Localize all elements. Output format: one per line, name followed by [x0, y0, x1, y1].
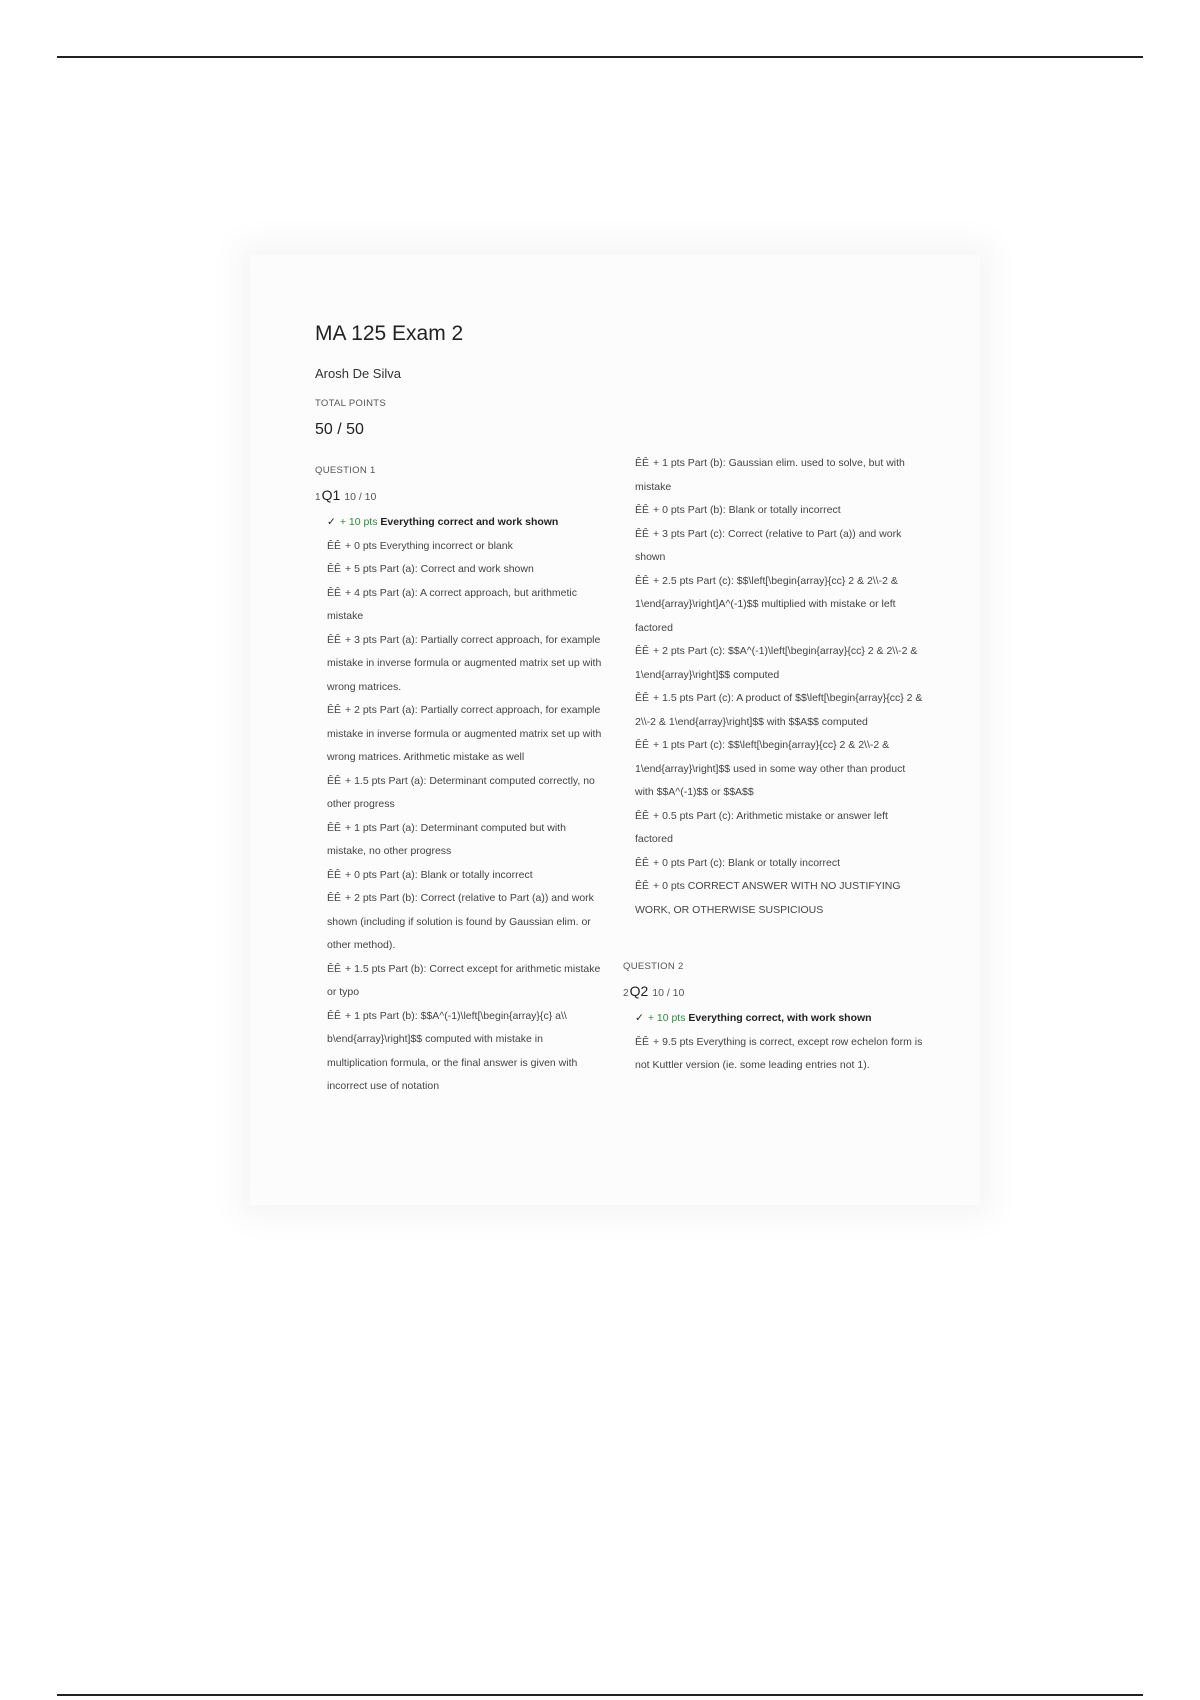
- rubric-description: Everything correct and work shown: [380, 516, 559, 528]
- rubric-mark: ÊÊ: [635, 504, 650, 516]
- rubric-points: + 1 pts: [653, 457, 685, 469]
- rubric-item-selected: [635, 1007, 923, 1031]
- rubric-description: Everything correct, with work shown: [688, 1012, 872, 1024]
- rubric-list: [635, 452, 923, 922]
- rubric-description: Everything is correct, except row echelon form is not Kuttler version (ie. some leading entries not 1).: [635, 1035, 923, 1071]
- rubric-description: Part (b): Gaussian elim. used to solve, but with mistake: [635, 457, 905, 493]
- question-score: 10 / 10: [344, 491, 377, 503]
- rubric-mark: ÊÊ: [635, 856, 650, 869]
- question-label: QUESTION 1: [315, 465, 376, 476]
- rubric-points: + 0 pts: [345, 868, 377, 881]
- rubric-description: Part (a): Partially correct approach, for example mistake in inverse formula or augmented matrix set up with wrong matrices.: [327, 633, 602, 693]
- total-points-value: 50 / 50: [315, 421, 364, 438]
- rubric-points: + 1.5 pts: [345, 962, 386, 975]
- rubric-mark: ÊÊ: [635, 880, 650, 892]
- rubric-mark: ÊÊ: [327, 821, 342, 834]
- rubric-mark: ÊÊ: [635, 645, 650, 657]
- rubric-mark: ÊÊ: [635, 692, 650, 704]
- bottom-rule: [57, 1694, 1143, 1696]
- rubric-item: [635, 687, 923, 734]
- rubric-description: Part (a): Determinant computed but with mistake, no other progress: [327, 821, 566, 857]
- rubric-list: [327, 511, 605, 1099]
- rubric-points: + 1 pts: [345, 821, 377, 834]
- rubric-item: [327, 770, 605, 817]
- rubric-mark: ÊÊ: [327, 586, 342, 599]
- checkmark-icon: ✓: [635, 1012, 644, 1024]
- rubric-description: Part (c): $$\left[\begin{array}{cc} 2 & 2\\-2 & 1\end{array}\right]$$ used in some way other than product with $$A^(-1)$$ or $$A$$: [635, 739, 906, 798]
- exam-title: MA 125 Exam 2: [315, 322, 464, 345]
- rubric-description: Part (c): $$A^(-1)\left[\begin{array}{cc} 2 & 2\\-2 & 1\end{array}\right]$$ computed: [635, 645, 918, 681]
- rubric-points: + 1.5 pts: [653, 692, 694, 704]
- rubric-item: [327, 558, 605, 582]
- question-1-block: [315, 462, 605, 1099]
- rubric-points: + 2.5 pts: [653, 574, 694, 587]
- rubric-item: [635, 499, 923, 523]
- rubric-points: + 5 pts: [345, 563, 377, 575]
- checkmark-icon: ✓: [327, 516, 336, 528]
- question-number: 1: [315, 492, 321, 503]
- rubric-points: + 1 pts: [653, 739, 685, 751]
- rubric-description: Part (c): $$\left[\begin{array}{cc} 2 & 2\\-2 & 1\end{array}\right]A^(-1)$$ multiplied with mistake or left factored: [635, 574, 898, 634]
- rubric-list: [635, 1007, 923, 1078]
- rubric-mark: ÊÊ: [635, 809, 650, 822]
- rubric-item: [635, 570, 923, 641]
- rubric-item: [327, 582, 605, 629]
- rubric-points: + 1 pts: [345, 1009, 377, 1022]
- rubric-description: Part (a): Partially correct approach, for example mistake in inverse formula or augmented matrix set up with wrong matrices. Arithmetic mistake as well: [327, 704, 602, 763]
- rubric-description: Part (b): Correct (relative to Part (a)) and work shown (including if solution is found by Gaussian elim. or other method).: [327, 892, 594, 951]
- rubric-description: Everything incorrect or blank: [379, 539, 513, 552]
- rubric-points: + 10 pts: [647, 1012, 686, 1024]
- rubric-item: [635, 640, 923, 687]
- rubric-points: + 0.5 pts: [653, 809, 694, 822]
- rubric-item: [327, 699, 605, 770]
- rubric-item: [327, 864, 605, 888]
- question-2-block: [623, 958, 923, 1078]
- rubric-mark: ÊÊ: [327, 892, 342, 904]
- rubric-points: + 10 pts: [339, 516, 378, 528]
- rubric-points: + 2 pts: [345, 892, 377, 904]
- question-name: Q2: [629, 983, 649, 999]
- rubric-points: + 4 pts: [345, 586, 377, 599]
- student-name: Arosh De Silva: [315, 366, 401, 381]
- question-1-continued: [623, 452, 923, 922]
- rubric-points: + 0 pts: [653, 880, 685, 892]
- rubric-mark: ÊÊ: [327, 539, 342, 552]
- rubric-description: Part (c): Blank or totally incorrect: [687, 856, 841, 869]
- rubric-mark: ÊÊ: [327, 962, 342, 975]
- rubric-item: [327, 958, 605, 1005]
- rubric-item: [635, 875, 923, 922]
- rubric-mark: ÊÊ: [635, 1035, 650, 1048]
- rubric-mark: ÊÊ: [635, 739, 650, 751]
- rubric-item: [327, 817, 605, 864]
- rubric-item: [635, 523, 923, 570]
- rubric-description: Part (b): Correct except for arithmetic mistake or typo: [327, 962, 601, 998]
- rubric-points: + 0 pts: [653, 504, 685, 516]
- rubric-item: [635, 1031, 923, 1078]
- rubric-points: + 3 pts: [653, 527, 685, 540]
- rubric-description: Part (a): Correct and work shown: [379, 563, 534, 575]
- question-heading: [623, 980, 923, 1005]
- rubric-description: Part (b): $$A^(-1)\left[\begin{array}{c} a\\ b\end{array}\right]$$ computed with mistake in multiplication formula, or the final answer is given with incorrect use of notation: [327, 1009, 578, 1092]
- rubric-description: Part (b): Blank or totally incorrect: [687, 504, 841, 516]
- rubric-points: + 1.5 pts: [345, 774, 386, 787]
- rubric-description: Part (c): Arithmetic mistake or answer left factored: [635, 809, 888, 845]
- question-name: Q1: [321, 487, 341, 503]
- rubric-points: + 2 pts: [345, 704, 377, 716]
- rubric-mark: ÊÊ: [635, 527, 650, 540]
- rubric-mark: ÊÊ: [635, 574, 650, 587]
- rubric-mark: ÊÊ: [327, 774, 342, 787]
- rubric-description: Part (c): Correct (relative to Part (a)) and work shown: [635, 527, 902, 563]
- rubric-description: CORRECT ANSWER WITH NO JUSTIFYING WORK, OR OTHERWISE SUSPICIOUS: [635, 880, 901, 916]
- rubric-item-selected: [327, 511, 605, 535]
- rubric-description: Part (c): A product of $$\left[\begin{array}{cc} 2 & 2\\-2 & 1\end{array}\right]$$ with $$A$$ computed: [635, 692, 923, 728]
- rubric-item: [635, 852, 923, 876]
- rubric-mark: ÊÊ: [635, 457, 650, 469]
- rubric-description: Part (a): A correct approach, but arithmetic mistake: [327, 586, 578, 622]
- rubric-description: Part (a): Blank or totally incorrect: [379, 868, 533, 881]
- rubric-mark: ÊÊ: [327, 563, 342, 575]
- rubric-mark: ÊÊ: [327, 868, 342, 881]
- rubric-item: [327, 1005, 605, 1099]
- rubric-mark: ÊÊ: [327, 704, 342, 716]
- rubric-item: [635, 805, 923, 852]
- rubric-item: [635, 452, 923, 499]
- rubric-mark: ÊÊ: [327, 633, 342, 646]
- rubric-points: + 0 pts: [653, 856, 685, 869]
- rubric-description: Part (a): Determinant computed correctly, no other progress: [327, 774, 595, 810]
- question-score: 10 / 10: [652, 987, 685, 999]
- rubric-points: + 3 pts: [345, 633, 377, 646]
- question-label: QUESTION 2: [623, 961, 684, 972]
- rubric-item: [327, 629, 605, 700]
- rubric-item: [327, 887, 605, 958]
- rubric-points: + 0 pts: [345, 539, 377, 552]
- rubric-item: [327, 535, 605, 559]
- rubric-points: + 2 pts: [653, 645, 685, 657]
- question-heading: [315, 484, 605, 509]
- question-number: 2: [623, 988, 629, 999]
- rubric-mark: ÊÊ: [327, 1009, 342, 1022]
- rubric-item: [635, 734, 923, 805]
- top-rule: [57, 56, 1143, 58]
- rubric-points: + 9.5 pts: [653, 1035, 694, 1048]
- total-points-label: TOTAL POINTS: [315, 398, 386, 409]
